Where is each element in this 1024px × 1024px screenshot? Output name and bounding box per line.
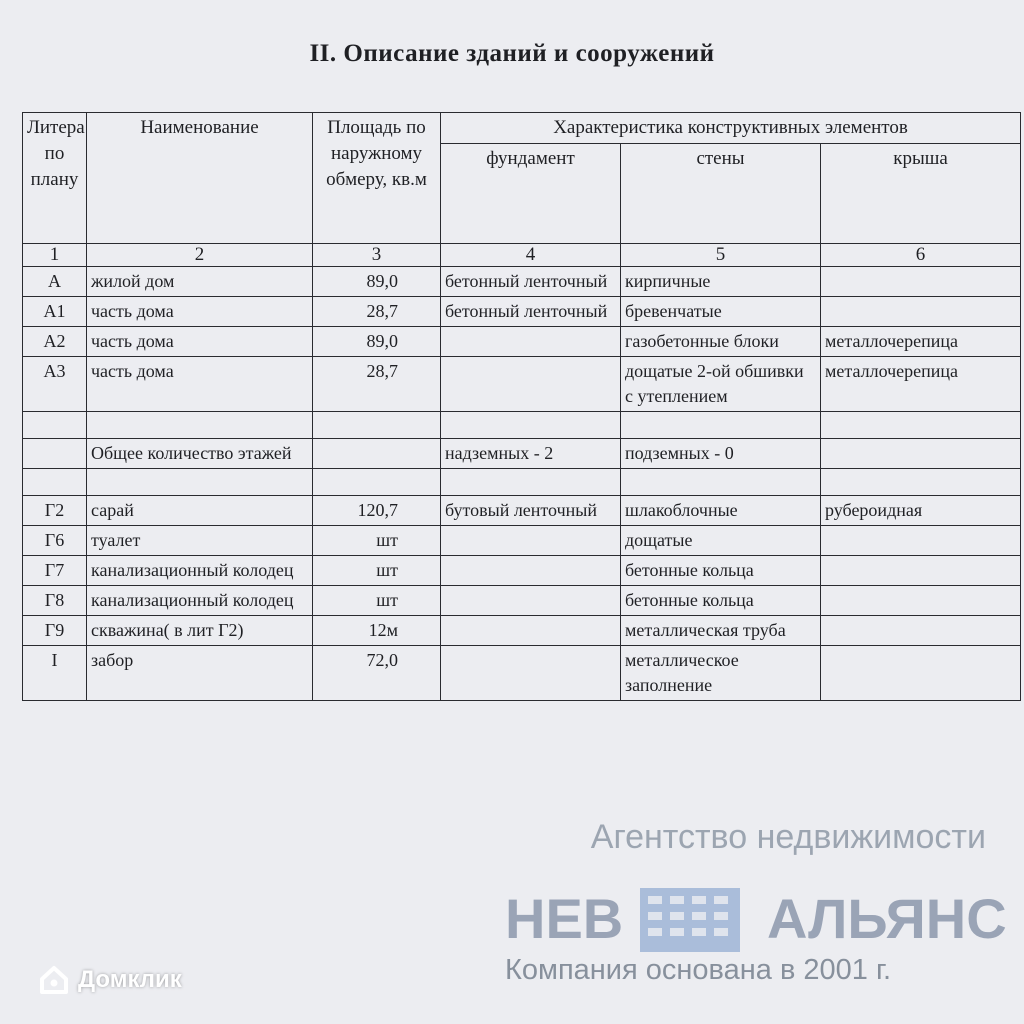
cell-name: канализационный колодец	[87, 556, 313, 586]
cell-lit	[23, 439, 87, 469]
table-row	[23, 297, 1021, 327]
cell-name: скважина( в лит Г2)	[87, 616, 313, 646]
table-row	[23, 526, 1021, 556]
table-row	[23, 469, 1021, 496]
cell-name: часть дома	[87, 327, 313, 357]
watermark-brand-right: АЛЬЯНС	[767, 887, 1007, 950]
cell-found: надземных - 2	[441, 439, 621, 469]
header-characteristics: Характеристика конструктивных элементов	[441, 113, 1021, 144]
cell-roof	[821, 297, 1021, 327]
header-lit: Литера по плану	[23, 113, 87, 244]
cell-roof	[821, 526, 1021, 556]
house-icon	[38, 964, 70, 996]
cell-found	[441, 556, 621, 586]
cell-roof: рубероидная	[821, 496, 1021, 526]
cell-roof	[821, 616, 1021, 646]
col-number: 1	[23, 244, 87, 267]
col-number: 3	[313, 244, 441, 267]
cell-walls: дощатые	[621, 526, 821, 556]
cell-found	[441, 469, 621, 496]
cell-found	[441, 586, 621, 616]
cell-roof	[821, 439, 1021, 469]
cell-walls	[621, 412, 821, 439]
table-row	[23, 439, 1021, 469]
col-number: 2	[87, 244, 313, 267]
table-row	[23, 327, 1021, 357]
cell-lit: I	[23, 646, 87, 701]
cell-found	[441, 616, 621, 646]
cell-walls: дощатые 2-ой обшивки с утеплением	[621, 357, 821, 412]
cell-walls: шлакоблочные	[621, 496, 821, 526]
cell-found	[441, 412, 621, 439]
cell-found	[441, 357, 621, 412]
domclick-label: Домклик	[78, 966, 182, 993]
header-roof: крыша	[821, 144, 1021, 244]
header-foundation: фундамент	[441, 144, 621, 244]
cell-walls: бетонные кольца	[621, 556, 821, 586]
table-row	[23, 267, 1021, 297]
column-numbers-row	[23, 244, 1021, 267]
cell-lit	[23, 412, 87, 439]
watermark-logo	[505, 880, 1007, 960]
cell-walls: металлическая труба	[621, 616, 821, 646]
cell-roof	[821, 469, 1021, 496]
cell-walls: подземных - 0	[621, 439, 821, 469]
table-row	[23, 556, 1021, 586]
cell-found	[441, 646, 621, 701]
col-number: 6	[821, 244, 1021, 267]
cell-lit: Г9	[23, 616, 87, 646]
cell-found	[441, 327, 621, 357]
page-title: II. Описание зданий и сооружений	[309, 40, 715, 67]
header-name: Наименование	[87, 113, 313, 244]
cell-found: бетонный ленточный	[441, 297, 621, 327]
cell-lit	[23, 469, 87, 496]
table-row	[23, 412, 1021, 439]
cell-lit: Г7	[23, 556, 87, 586]
cell-walls: металлическое заполнение	[621, 646, 821, 701]
cell-area: 72,0	[313, 646, 441, 701]
cell-name: канализационный колодец	[87, 586, 313, 616]
cell-roof: металлочерепица	[821, 327, 1021, 357]
cell-found: бутовый ленточный	[441, 496, 621, 526]
table-row	[23, 616, 1021, 646]
cell-lit: А1	[23, 297, 87, 327]
cell-area: шт	[313, 556, 441, 586]
cell-area: шт	[313, 526, 441, 556]
cell-roof	[821, 267, 1021, 297]
cell-area	[313, 412, 441, 439]
cell-name: сарай	[87, 496, 313, 526]
cell-walls: кирпичные	[621, 267, 821, 297]
col-number: 4	[441, 244, 621, 267]
cell-lit: Г8	[23, 586, 87, 616]
cell-roof	[821, 556, 1021, 586]
header-walls: стены	[621, 144, 821, 244]
cell-area	[313, 439, 441, 469]
cell-area: 12м	[313, 616, 441, 646]
buildings-table	[22, 112, 1021, 701]
table-row	[23, 496, 1021, 526]
cell-lit: Г6	[23, 526, 87, 556]
watermark-tagline: Компания основана в 2001 г.	[505, 954, 892, 986]
col-number: 5	[621, 244, 821, 267]
cell-lit: А2	[23, 327, 87, 357]
cell-walls: бревенчатые	[621, 297, 821, 327]
cell-name	[87, 412, 313, 439]
cell-lit: А3	[23, 357, 87, 412]
cell-lit: Г2	[23, 496, 87, 526]
cell-roof	[821, 586, 1021, 616]
watermark-agency: Агентство недвижимости	[590, 818, 986, 856]
building-icon	[630, 880, 750, 952]
cell-found: бетонный ленточный	[441, 267, 621, 297]
table-row	[23, 646, 1021, 701]
cell-walls: бетонные кольца	[621, 586, 821, 616]
cell-area: 28,7	[313, 297, 441, 327]
cell-lit: А	[23, 267, 87, 297]
cell-roof: металлочерепица	[821, 357, 1021, 412]
cell-area: шт	[313, 586, 441, 616]
cell-area: 28,7	[313, 357, 441, 412]
cell-found	[441, 526, 621, 556]
cell-area: 120,7	[313, 496, 441, 526]
cell-area	[313, 469, 441, 496]
cell-roof	[821, 646, 1021, 701]
domclick-logo	[38, 962, 182, 998]
cell-name	[87, 469, 313, 496]
cell-name: жилой дом	[87, 267, 313, 297]
table-row	[23, 586, 1021, 616]
cell-area: 89,0	[313, 267, 441, 297]
cell-roof	[821, 412, 1021, 439]
cell-walls	[621, 469, 821, 496]
cell-name: туалет	[87, 526, 313, 556]
table-row	[23, 357, 1021, 412]
cell-area: 89,0	[313, 327, 441, 357]
cell-walls: газобетонные блоки	[621, 327, 821, 357]
cell-name: часть дома	[87, 297, 313, 327]
cell-name: Общее количество этажей	[87, 439, 313, 469]
watermark-brand-left: НЕВ	[505, 887, 624, 950]
cell-name: часть дома	[87, 357, 313, 412]
header-area: Площадь по наружному обмеру, кв.м	[313, 113, 441, 244]
cell-name: забор	[87, 646, 313, 701]
